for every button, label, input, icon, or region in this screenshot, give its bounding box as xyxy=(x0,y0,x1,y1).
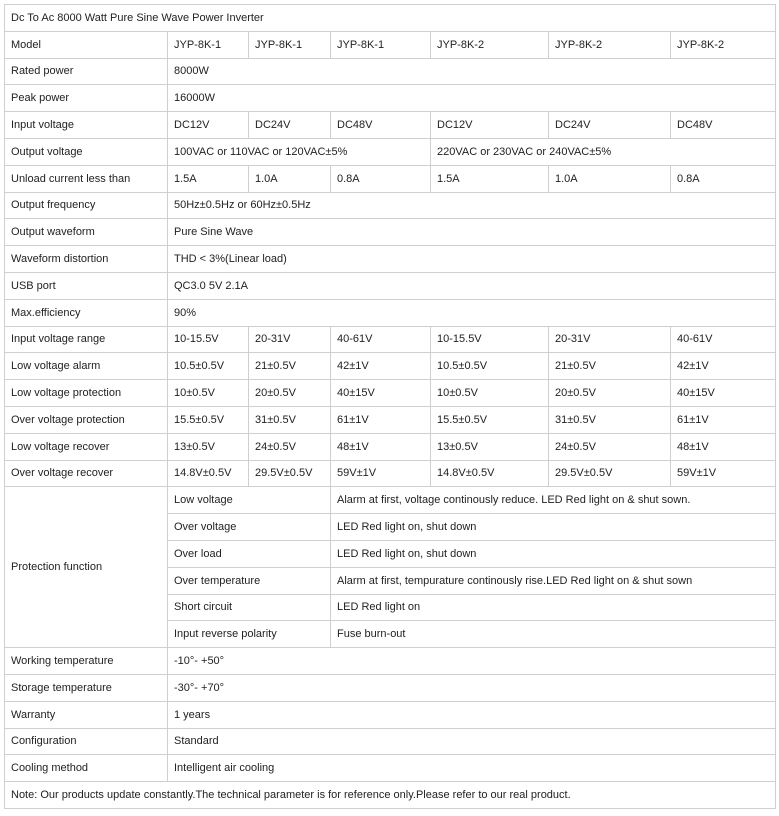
spec-row xyxy=(5,246,776,273)
row-value: -30°- +70° xyxy=(168,674,776,701)
row-value: 48±1V xyxy=(331,433,431,460)
spec-row xyxy=(5,755,776,782)
table-title: Dc To Ac 8000 Watt Pure Sine Wave Power Inverter xyxy=(5,5,776,32)
row-value: 42±1V xyxy=(671,353,776,380)
spec-row xyxy=(5,648,776,675)
row-label: Over voltage protection xyxy=(5,406,168,433)
row-label: Output frequency xyxy=(5,192,168,219)
row-value: 13±0.5V xyxy=(431,433,549,460)
row-value: 59V±1V xyxy=(671,460,776,487)
spec-row xyxy=(5,674,776,701)
row-value: 59V±1V xyxy=(331,460,431,487)
row-label: Unload current less than xyxy=(5,165,168,192)
protection-item-desc: Alarm at first, voltage continously reduce. LED Red light on & shut sown. xyxy=(331,487,776,514)
spec-row xyxy=(5,112,776,139)
row-label: Cooling method xyxy=(5,755,168,782)
row-value: 61±1V xyxy=(331,406,431,433)
row-value: 1.0A xyxy=(549,165,671,192)
spec-row xyxy=(5,380,776,407)
row-value: QC3.0 5V 2.1A xyxy=(168,272,776,299)
row-value: 15.5±0.5V xyxy=(168,406,249,433)
spec-row xyxy=(5,138,776,165)
row-value: 24±0.5V xyxy=(549,433,671,460)
note-row xyxy=(5,782,776,809)
spec-table-body xyxy=(5,5,776,809)
row-value: DC24V xyxy=(249,112,331,139)
spec-table xyxy=(4,4,776,809)
row-value: DC12V xyxy=(431,112,549,139)
row-value: JYP-8K-2 xyxy=(431,31,549,58)
row-value: THD < 3%(Linear load) xyxy=(168,246,776,273)
row-value: 0.8A xyxy=(671,165,776,192)
row-value: Standard xyxy=(168,728,776,755)
row-label: Over voltage recover xyxy=(5,460,168,487)
row-value: 10.5±0.5V xyxy=(431,353,549,380)
row-label: Rated power xyxy=(5,58,168,85)
row-value: 24±0.5V xyxy=(249,433,331,460)
protection-row xyxy=(5,487,776,514)
row-label: Peak power xyxy=(5,85,168,112)
row-value: DC12V xyxy=(168,112,249,139)
row-value: 29.5V±0.5V xyxy=(249,460,331,487)
row-label: Waveform distortion xyxy=(5,246,168,273)
row-value: 50Hz±0.5Hz or 60Hz±0.5Hz xyxy=(168,192,776,219)
spec-row xyxy=(5,460,776,487)
protection-item-name: Low voltage xyxy=(168,487,331,514)
row-label: Low voltage alarm xyxy=(5,353,168,380)
spec-row xyxy=(5,326,776,353)
row-value: -10°- +50° xyxy=(168,648,776,675)
row-value: 15.5±0.5V xyxy=(431,406,549,433)
row-label: Input voltage range xyxy=(5,326,168,353)
row-value: 220VAC or 230VAC or 240VAC±5% xyxy=(431,138,776,165)
row-value: 10-15.5V xyxy=(431,326,549,353)
row-value: 10±0.5V xyxy=(168,380,249,407)
row-label: Output voltage xyxy=(5,138,168,165)
row-value: 40±15V xyxy=(331,380,431,407)
protection-item-desc: LED Red light on xyxy=(331,594,776,621)
protection-item-name: Over voltage xyxy=(168,514,331,541)
spec-row xyxy=(5,58,776,85)
row-value: 0.8A xyxy=(331,165,431,192)
row-value: 10±0.5V xyxy=(431,380,549,407)
protection-item-name: Over temperature xyxy=(168,567,331,594)
row-value: JYP-8K-2 xyxy=(671,31,776,58)
row-label: Configuration xyxy=(5,728,168,755)
spec-row xyxy=(5,406,776,433)
row-value: 61±1V xyxy=(671,406,776,433)
table-note: Note: Our products update constantly.The technical parameter is for reference only.Please refer to our real product. xyxy=(5,782,776,809)
row-value: 16000W xyxy=(168,85,776,112)
row-value: 21±0.5V xyxy=(249,353,331,380)
row-value: 40-61V xyxy=(671,326,776,353)
row-value: DC48V xyxy=(671,112,776,139)
row-value: 20±0.5V xyxy=(249,380,331,407)
row-value: 8000W xyxy=(168,58,776,85)
row-label: Low voltage recover xyxy=(5,433,168,460)
protection-label: Protection function xyxy=(5,487,168,648)
spec-row xyxy=(5,272,776,299)
row-value: JYP-8K-2 xyxy=(549,31,671,58)
spec-row xyxy=(5,31,776,58)
row-value: 1.5A xyxy=(431,165,549,192)
row-value: 13±0.5V xyxy=(168,433,249,460)
row-value: 21±0.5V xyxy=(549,353,671,380)
row-value: 10-15.5V xyxy=(168,326,249,353)
protection-item-desc: Fuse burn-out xyxy=(331,621,776,648)
row-value: 20-31V xyxy=(549,326,671,353)
row-value: Pure Sine Wave xyxy=(168,219,776,246)
row-value: 40-61V xyxy=(331,326,431,353)
row-value: 1.5A xyxy=(168,165,249,192)
row-value: 1 years xyxy=(168,701,776,728)
row-value: 10.5±0.5V xyxy=(168,353,249,380)
row-label: Warranty xyxy=(5,701,168,728)
protection-item-desc: LED Red light on, shut down xyxy=(331,514,776,541)
spec-row xyxy=(5,192,776,219)
row-value: JYP-8K-1 xyxy=(168,31,249,58)
protection-item-desc: Alarm at first, tempurature continously rise.LED Red light on & shut sown xyxy=(331,567,776,594)
row-label: USB port xyxy=(5,272,168,299)
row-label: Output waveform xyxy=(5,219,168,246)
row-label: Input voltage xyxy=(5,112,168,139)
protection-item-desc: LED Red light on, shut down xyxy=(331,540,776,567)
row-value: 42±1V xyxy=(331,353,431,380)
row-value: JYP-8K-1 xyxy=(249,31,331,58)
row-value: DC24V xyxy=(549,112,671,139)
row-value: 40±15V xyxy=(671,380,776,407)
row-value: JYP-8K-1 xyxy=(331,31,431,58)
row-value: 14.8V±0.5V xyxy=(168,460,249,487)
row-label: Max.efficiency xyxy=(5,299,168,326)
spec-row xyxy=(5,219,776,246)
row-value: 20±0.5V xyxy=(549,380,671,407)
row-value: 100VAC or 110VAC or 120VAC±5% xyxy=(168,138,431,165)
row-value: Intelligent air cooling xyxy=(168,755,776,782)
spec-row xyxy=(5,299,776,326)
row-value: 90% xyxy=(168,299,776,326)
row-label: Low voltage protection xyxy=(5,380,168,407)
protection-item-name: Input reverse polarity xyxy=(168,621,331,648)
row-value: 20-31V xyxy=(249,326,331,353)
row-label: Working temperature xyxy=(5,648,168,675)
row-label: Storage temperature xyxy=(5,674,168,701)
row-value: 48±1V xyxy=(671,433,776,460)
row-value: 31±0.5V xyxy=(249,406,331,433)
row-value: 14.8V±0.5V xyxy=(431,460,549,487)
title-row xyxy=(5,5,776,32)
protection-item-name: Over load xyxy=(168,540,331,567)
row-value: 31±0.5V xyxy=(549,406,671,433)
spec-row xyxy=(5,433,776,460)
spec-row xyxy=(5,701,776,728)
spec-row xyxy=(5,85,776,112)
row-value: 29.5V±0.5V xyxy=(549,460,671,487)
protection-item-name: Short circuit xyxy=(168,594,331,621)
row-value: 1.0A xyxy=(249,165,331,192)
spec-row xyxy=(5,165,776,192)
row-label: Model xyxy=(5,31,168,58)
row-value: DC48V xyxy=(331,112,431,139)
spec-row xyxy=(5,728,776,755)
spec-row xyxy=(5,353,776,380)
